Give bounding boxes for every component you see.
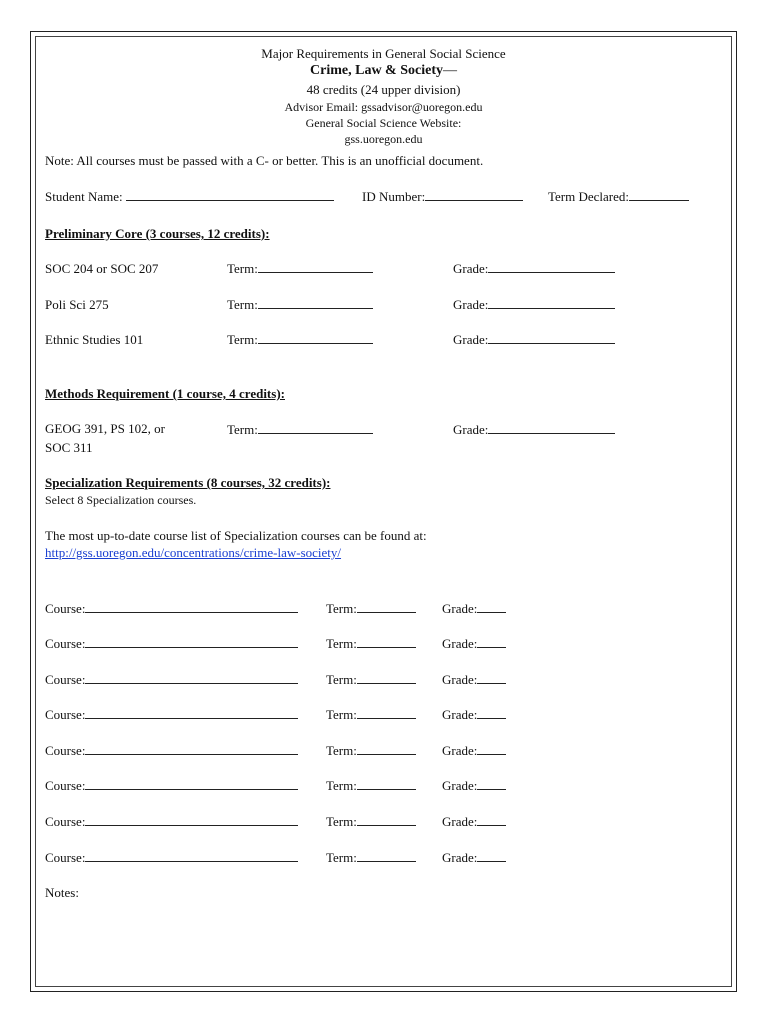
core-row-1-course: SOC 204 or SOC 207	[45, 261, 159, 276]
course-blank[interactable]	[85, 672, 298, 684]
term-declared-field[interactable]	[548, 189, 689, 205]
grade-label: Grade:	[442, 850, 478, 865]
term-blank[interactable]	[357, 743, 416, 755]
term-label: Term:	[326, 636, 357, 651]
methods-heading: Methods Requirement (1 course, 4 credits):	[45, 386, 285, 401]
term-label: Term:	[326, 743, 357, 758]
grade-label: Grade:	[453, 332, 489, 347]
grade-label: Grade:	[453, 261, 489, 276]
grade-label: Grade:	[442, 778, 478, 793]
student-name-label: Student Name:	[45, 189, 123, 204]
course-blank[interactable]	[85, 707, 298, 719]
term-blank[interactable]	[258, 422, 373, 434]
grade-blank[interactable]	[488, 332, 615, 344]
course-label: Course:	[45, 672, 86, 687]
term-field[interactable]	[326, 850, 416, 866]
term-blank[interactable]	[357, 707, 416, 719]
core-row-3-term[interactable]	[227, 332, 373, 348]
course-label: Course:	[45, 707, 86, 722]
grade-field[interactable]	[442, 850, 506, 866]
course-label: Course:	[45, 850, 86, 865]
course-label: Course:	[45, 743, 86, 758]
core-row-2-grade[interactable]	[453, 297, 615, 313]
header-line1: Major Requirements in General Social Science	[261, 46, 506, 61]
grade-field[interactable]	[442, 672, 506, 688]
grade-label: Grade:	[442, 707, 478, 722]
term-label: Term:	[326, 850, 357, 865]
course-field[interactable]	[45, 601, 298, 617]
term-declared-blank[interactable]	[629, 189, 689, 201]
program-title-dash: —	[442, 63, 457, 78]
term-blank[interactable]	[357, 778, 416, 790]
grade-label: Grade:	[453, 422, 489, 437]
core-heading: Preliminary Core (3 courses, 12 credits):	[45, 226, 270, 241]
grade-blank[interactable]	[488, 261, 615, 273]
website-text: gss.uoregon.edu	[344, 132, 423, 146]
course-label: Course:	[45, 814, 86, 829]
grade-blank[interactable]	[477, 636, 506, 648]
term-blank[interactable]	[357, 814, 416, 826]
note-text: Note: All courses must be passed with a C- or better. This is an unofficial document.	[45, 153, 484, 168]
specialization-list-text: The most up-to-date course list of Specialization courses can be found at:	[45, 528, 427, 543]
term-field[interactable]	[326, 778, 416, 794]
term-blank[interactable]	[258, 261, 373, 273]
term-field[interactable]	[326, 743, 416, 759]
grade-blank[interactable]	[477, 850, 506, 862]
student-name-field[interactable]	[45, 189, 334, 205]
term-blank[interactable]	[258, 297, 373, 309]
term-label: Term:	[326, 778, 357, 793]
course-label: Course:	[45, 778, 86, 793]
course-blank[interactable]	[85, 601, 298, 613]
grade-blank[interactable]	[477, 814, 506, 826]
course-field[interactable]	[45, 814, 298, 830]
student-name-blank[interactable]	[126, 189, 334, 201]
grade-label: Grade:	[442, 636, 478, 651]
grade-blank[interactable]	[477, 601, 506, 613]
term-blank[interactable]	[357, 850, 416, 862]
grade-label: Grade:	[442, 743, 478, 758]
course-blank[interactable]	[85, 636, 298, 648]
course-label: Course:	[45, 601, 86, 616]
course-field[interactable]	[45, 707, 298, 723]
grade-label: Grade:	[453, 297, 489, 312]
id-number-blank[interactable]	[425, 189, 523, 201]
grade-blank[interactable]	[477, 672, 506, 684]
term-blank[interactable]	[357, 672, 416, 684]
grade-field[interactable]	[442, 707, 506, 723]
specialization-heading: Specialization Requirements (8 courses, 32 credits):	[45, 475, 331, 490]
term-label: Term:	[227, 297, 258, 312]
grade-blank[interactable]	[477, 778, 506, 790]
term-label: Term:	[227, 332, 258, 347]
course-field[interactable]	[45, 672, 298, 688]
course-field[interactable]	[45, 778, 298, 794]
term-label: Term:	[326, 707, 357, 722]
term-label: Term:	[326, 814, 357, 829]
course-field[interactable]	[45, 743, 298, 759]
term-field[interactable]	[326, 601, 416, 617]
course-field[interactable]	[45, 636, 298, 652]
credits-line: 48 credits (24 upper division)	[306, 82, 461, 97]
methods-term[interactable]	[227, 422, 373, 438]
core-row-1-term[interactable]	[227, 261, 373, 277]
course-blank[interactable]	[85, 850, 298, 862]
term-declared-label: Term Declared:	[548, 189, 630, 204]
term-label: Term:	[227, 422, 258, 437]
core-row-1-grade[interactable]	[453, 261, 615, 277]
term-blank[interactable]	[357, 636, 416, 648]
core-row-3-grade[interactable]	[453, 332, 615, 348]
term-field[interactable]	[326, 707, 416, 723]
grade-label: Grade:	[442, 672, 478, 687]
methods-course-line1: GEOG 391, PS 102, or	[45, 421, 165, 436]
methods-course-line2: SOC 311	[45, 440, 93, 455]
id-number-label: ID Number:	[362, 189, 426, 204]
term-label: Term:	[326, 672, 357, 687]
course-blank[interactable]	[85, 814, 298, 826]
grade-field[interactable]	[442, 601, 506, 617]
program-title-text: Crime, Law & Society	[310, 63, 443, 78]
grade-label: Grade:	[442, 814, 478, 829]
term-field[interactable]	[326, 672, 416, 688]
term-label: Term:	[326, 601, 357, 616]
notes-label: Notes:	[45, 885, 79, 900]
term-blank[interactable]	[258, 332, 373, 344]
specialization-select: Select 8 Specialization courses.	[45, 493, 197, 507]
core-row-2-course: Poli Sci 275	[45, 297, 109, 312]
term-field[interactable]	[326, 636, 416, 652]
grade-field[interactable]	[442, 814, 506, 830]
course-blank[interactable]	[85, 743, 298, 755]
website-label: General Social Science Website:	[305, 116, 462, 130]
program-title	[35, 63, 732, 79]
course-field[interactable]	[45, 850, 298, 866]
course-blank[interactable]	[85, 778, 298, 790]
term-blank[interactable]	[357, 601, 416, 613]
grade-field[interactable]	[442, 743, 506, 759]
grade-blank[interactable]	[488, 422, 615, 434]
advisor-email: Advisor Email: gssadvisor@uoregon.edu	[284, 100, 483, 114]
grade-blank[interactable]	[477, 707, 506, 719]
grade-blank[interactable]	[477, 743, 506, 755]
grade-field[interactable]	[442, 636, 506, 652]
grade-field[interactable]	[442, 778, 506, 794]
term-label: Term:	[227, 261, 258, 276]
page-border-inner	[35, 36, 732, 987]
grade-blank[interactable]	[488, 297, 615, 309]
methods-grade[interactable]	[453, 422, 615, 438]
core-row-2-term[interactable]	[227, 297, 373, 313]
course-label: Course:	[45, 636, 86, 651]
grade-label: Grade:	[442, 601, 478, 616]
core-row-3-course: Ethnic Studies 101	[45, 332, 144, 347]
term-field[interactable]	[326, 814, 416, 830]
id-number-field[interactable]	[362, 189, 523, 205]
specialization-link[interactable]: http://gss.uoregon.edu/concentrations/crime-law-society/	[45, 545, 342, 560]
